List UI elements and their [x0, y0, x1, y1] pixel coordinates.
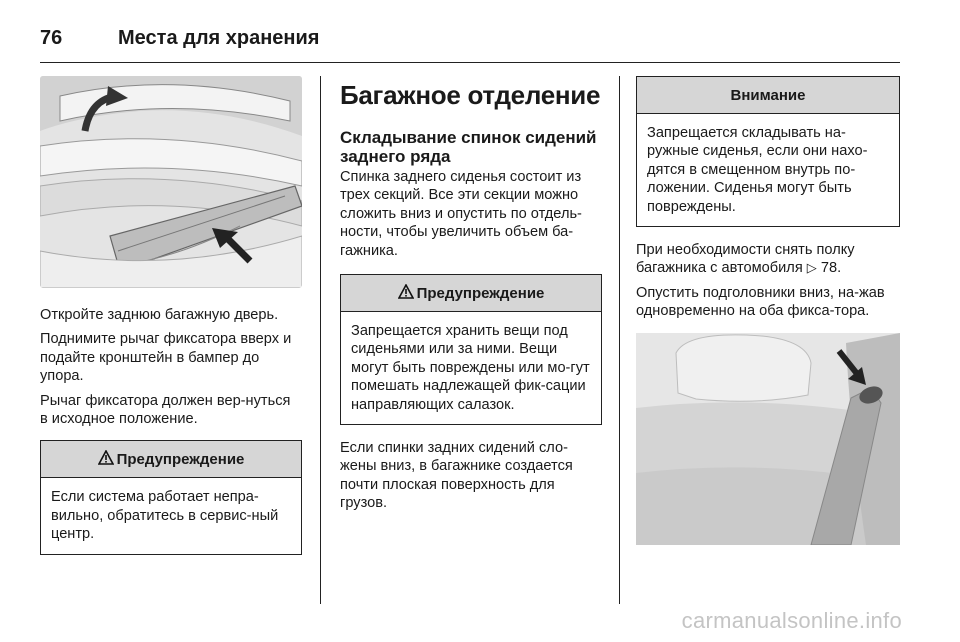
column-3: [636, 76, 900, 545]
header-rule: [40, 62, 900, 63]
paragraph: Опустить подголовники вниз, на-жав одновременно на оба фикса-тора.: [636, 284, 885, 320]
paragraph: Спинка заднего сиденья состоит из трех секций. Все эти секции можно сложить вниз и опустить по отдель-ности, чтобы увеличить объем ба-гажника.: [340, 169, 582, 259]
warning-box-text: Если система работает непра-вильно, обратитесь в сервис-ный центр.: [51, 489, 279, 543]
paragraph: Рычаг фиксатора должен вер-нуться в исходное положение.: [40, 392, 291, 428]
warning-triangle-icon: [98, 450, 114, 469]
paragraph: Если спинки задних сидений сло-жены вниз, в багажнике создается почти плоская поверхность для грузов.: [340, 440, 573, 512]
page-header: [40, 18, 319, 58]
paragraph: [636, 241, 900, 278]
warning-box-text: Запрещается хранить вещи под сиденьями или за ними. Вещи могут быть повреждены или мо-гут помешать надлежащей фик-сации направляющих салазок.: [351, 323, 590, 413]
warning-box-title: Предупреждение: [416, 284, 545, 302]
warning-box-header: [41, 441, 301, 478]
warning-box: [40, 440, 302, 554]
paragraph: Поднимите рычаг фиксатора вверх и подайте кронштейн в бампер до упора.: [40, 331, 292, 385]
page-reference-icon: ▷: [806, 260, 817, 276]
section-title: Багажное отделение: [340, 80, 601, 110]
caution-box-text: Запрещается складывать на-ружные сиденья, если они нахо-дятся в смещенном внутрь по-ложении. Сиденья могут быть повреждены.: [647, 125, 868, 215]
caution-box-header: [637, 77, 899, 114]
subsection-title: Складывание спинок сидений заднего ряда: [340, 128, 597, 166]
page-reference[interactable]: 78.: [820, 260, 842, 277]
column-1: [40, 76, 302, 555]
column-divider: [320, 76, 321, 604]
caution-box: [636, 76, 900, 227]
warning-triangle-icon: [398, 284, 414, 303]
page-number: 76: [40, 26, 63, 49]
caution-box-title: Внимание: [730, 86, 806, 104]
warning-box-title: Предупреждение: [116, 450, 245, 468]
tailgate-bumper-illustration: [40, 76, 302, 288]
paragraph: Откройте заднюю багажную дверь.: [40, 307, 279, 323]
running-title: Места для хранения: [118, 26, 320, 49]
watermark: carmanualsonline.info: [681, 608, 902, 633]
warning-box-header: [341, 275, 601, 312]
column-2: [340, 76, 602, 519]
column-divider: [619, 76, 620, 604]
warning-box: [340, 274, 602, 425]
headrest-photo: [636, 333, 900, 545]
paragraph-text: При необходимости снять полку багажника с автомобиля: [636, 242, 855, 277]
